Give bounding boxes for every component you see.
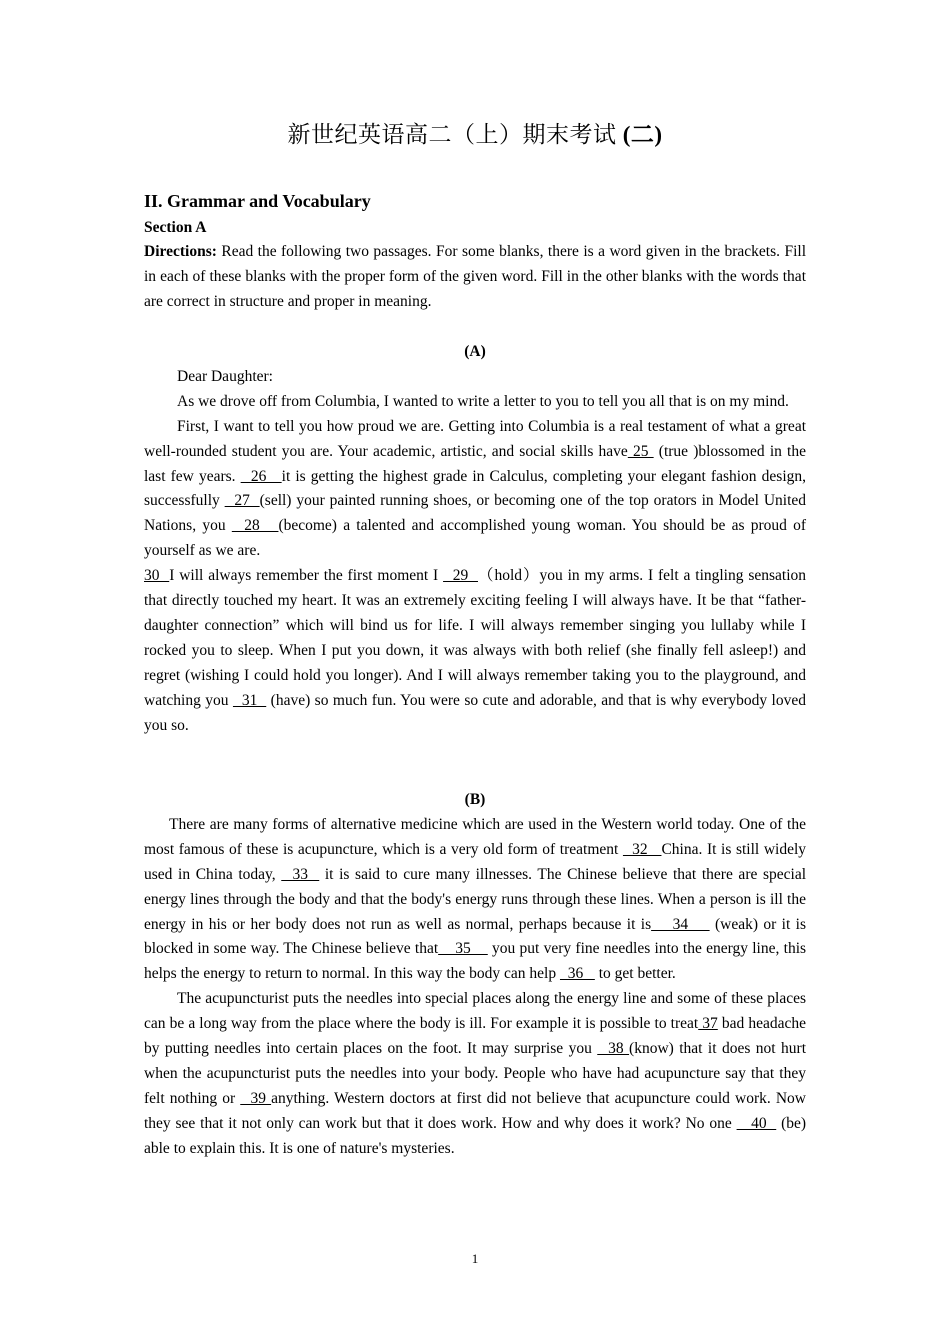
blank-26: 26 — [240, 467, 282, 485]
directions — [144, 240, 806, 315]
blank-35: 35 — [438, 940, 488, 958]
page-title — [0, 116, 950, 149]
subsection-heading: Section A — [144, 219, 207, 236]
text-run: (become) a talented and accomplished young woman. You should be as proud of yourself as we are. — [144, 517, 807, 560]
blank-36: 36 — [559, 965, 595, 983]
blank-30: 30 — [144, 567, 170, 585]
text-run: it is getting the highest grade in Calculus, completing your elegant fashion design, successfully — [144, 467, 806, 510]
text-run: bad headache by putting needles into certain places on the foot. It may surprise you — [144, 1015, 806, 1058]
page-number: 1 — [471, 1251, 479, 1266]
passage-a — [144, 340, 806, 739]
text-run: (true )blossomed in the last few years. — [144, 442, 806, 485]
blank-31: 31 — [232, 691, 267, 709]
blank-34: 34 — [651, 915, 710, 933]
blank-39: 39 — [240, 1089, 272, 1107]
directions-label: Directions: — [144, 243, 217, 260]
blank-28: 28 — [231, 517, 279, 535]
passage-a-label: (A) — [464, 343, 486, 360]
passage-b-paragraph-2 — [144, 987, 806, 1161]
text-run: you put very fine needles into the energy line, this helps the energy to return to normal. In this way the body can help — [144, 940, 807, 983]
text-run: I will always remember the first moment I — [169, 567, 444, 585]
text-run: (sell) your painted running shoes, or becoming one of the top orators in Model United Nations, you — [144, 492, 807, 535]
text-run: anything. Western doctors at first did not believe that acupuncture could work. Now they see that it not only can work but that it does work. How and why does it work? No one — [144, 1089, 807, 1132]
text-run: First, I want to tell you how proud we are. Getting into Columbia is a real testament of what a great well-rounded student you are. Your academic, artistic, and social skills have — [144, 417, 806, 460]
text-run: （hold）you in my arms. I felt a tingling sensation that directly touched my heart. It was an extremely exciting feeling I will always have. It be that “father-daughter connection” which will bind us for life. I will always remember singing you lullaby while I rocked you to sleep. When I put you down, it was always with both relief (she finally fell asleep!) and regret (wishing I could hold you longer). And I will always remember taking you to the playground, and watching you — [144, 567, 807, 709]
text-run: it is said to cure many illnesses. The Chinese believe that there are special energy lines through the body and that the body's energy runs through these lines. When a person is ill the energy in his or her body does not run as well as normal, perhaps because it is — [144, 865, 807, 933]
blank-32: 32 — [622, 840, 662, 858]
blank-25: 25 — [627, 442, 654, 460]
text-run: (know) that it does not hurt when the acupuncturist puts the needles into your body. People who have had acupuncture say that they felt nothing or — [144, 1040, 807, 1107]
blank-29: 29 — [443, 567, 478, 585]
text-run: The acupuncturist puts the needles into special places along the energy line and some of these places can be a long way from the place where the body is ill. For example it is possible to treat — [144, 990, 806, 1033]
passage-a-salutation: Dear Daughter: — [177, 367, 273, 385]
passage-a-paragraph-2 — [144, 415, 806, 564]
passage-b-paragraph-1 — [144, 813, 806, 987]
blank-37: 37 — [698, 1015, 718, 1033]
passage-a-paragraph-1: As we drove off from Columbia, I wanted to write a letter to you to tell you all that is on my mind. — [177, 392, 789, 410]
blank-33: 33 — [281, 865, 320, 883]
blank-38: 38 — [597, 1040, 630, 1058]
section-heading: II. Grammar and Vocabulary — [144, 191, 371, 211]
text-run: China. It is still widely used in China today, — [144, 840, 807, 883]
blank-27: 27 — [224, 492, 260, 510]
text-run: (have) so much fun. You were so cute and adorable, and that is why everybody loved you so. — [144, 691, 806, 734]
directions-text: Read the following two passages. For some blanks, there is a word given in the brackets. Fill in each of these blanks with the proper form of the given word. Fill in the other blanks with the words that are correct in structure and proper in meaning. — [144, 243, 806, 310]
text-run: to get better. — [594, 965, 676, 983]
text-run: (be) able to explain this. It is one of nature's mysteries. — [144, 1114, 807, 1157]
text-run: (weak) or it is blocked in some way. The Chinese believe that — [144, 915, 806, 958]
title-paren: (二) — [622, 122, 663, 147]
passage-b-label: (B) — [464, 791, 486, 808]
text-run: There are many forms of alternative medicine which are used in the Western world today. One of the most famous of these is acupuncture, which is a very old form of treatment — [144, 815, 806, 858]
passage-a-paragraph-3 — [144, 564, 806, 738]
blank-40: 40 — [736, 1114, 777, 1132]
passage-b — [144, 788, 806, 1162]
title-text: 新世纪英语高二（上）期末考试 — [287, 122, 617, 147]
